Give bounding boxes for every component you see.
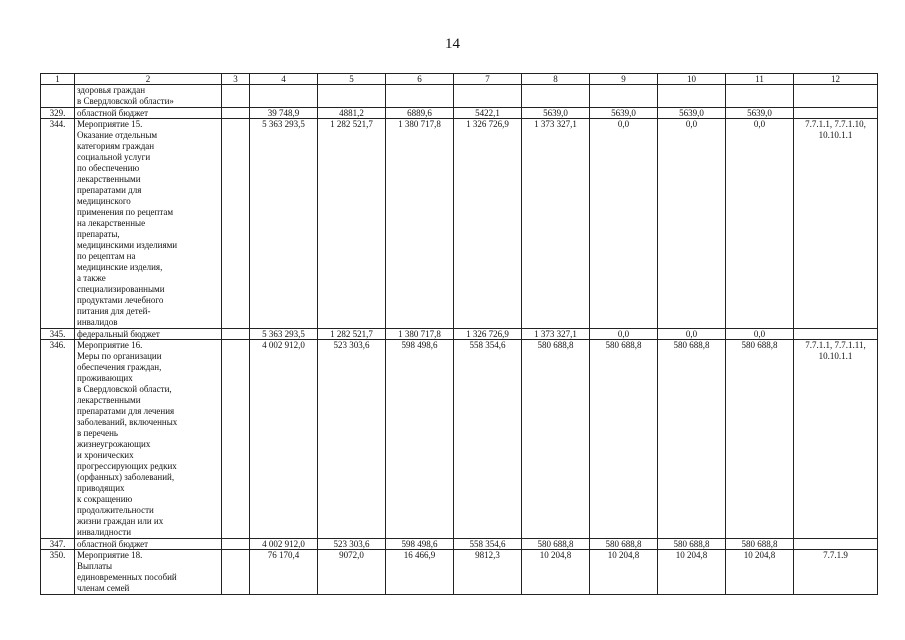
table-cell [522,85,590,108]
table-cell: 5639,0 [658,108,726,119]
column-header: 11 [726,74,794,85]
table-cell: 7.7.1.1, 7.7.1.11, 10.10.1.1 [794,340,878,539]
table-cell: 1 373 327,1 [522,329,590,340]
column-header: 2 [75,74,222,85]
table-cell: 329. [41,108,75,119]
table-cell: Мероприятие 16. Меры по организации обеспечения граждан, проживающих в Свердловской области, лекарственными препаратами для лечения заболеваний, включенных в перечень жизнеугрожающих и хронических прогрессирующих редких (орфанных) заболеваний, приводящих к сокращению продолжительности жизни граждан или их инвалидности [75,340,222,539]
table-row [41,329,878,340]
table-cell: 580 688,8 [590,539,658,550]
table-cell: 10 204,8 [726,550,794,595]
table-cell: 523 303,6 [318,539,386,550]
table-cell: 9072,0 [318,550,386,595]
table-cell: Мероприятие 18. Выплаты единовременных пособий членам семей [75,550,222,595]
table-cell: 0,0 [590,119,658,329]
table-cell: областной бюджет [75,539,222,550]
table-cell: 5639,0 [726,108,794,119]
table-cell: 558 354,6 [454,340,522,539]
page-number: 14 [445,36,460,52]
table-cell: 523 303,6 [318,340,386,539]
table-cell [222,108,250,119]
table-row [41,85,878,108]
table-cell [386,85,454,108]
table-row [41,119,878,329]
table-cell: 4881,2 [318,108,386,119]
table-cell [794,329,878,340]
table-row [41,108,878,119]
table-cell: 7.7.1.9 [794,550,878,595]
column-header: 9 [590,74,658,85]
table-cell [250,85,318,108]
table-cell: 5639,0 [590,108,658,119]
table-cell: 16 466,9 [386,550,454,595]
table-cell [222,340,250,539]
table-cell: 39 748,9 [250,108,318,119]
table-cell: 0,0 [658,329,726,340]
table-cell [222,539,250,550]
table-cell: 5 363 293,5 [250,329,318,340]
table-cell: 580 688,8 [726,340,794,539]
table-cell: 1 282 521,7 [318,329,386,340]
table-cell: 5639,0 [522,108,590,119]
table-cell: Мероприятие 15. Оказание отдельным категориям граждан социальной услуги по обеспечению лекарственными препаратами для медицинского применения по рецептам на лекарственные препараты, медицинскими изделиями по рецептам на медицинские изделия, а также специализированными продуктами лечебного питания для детей- инвалидов [75,119,222,329]
table-cell: 9812,3 [454,550,522,595]
table-cell: 0,0 [658,119,726,329]
table-cell [222,550,250,595]
table-cell [318,85,386,108]
table-cell: 580 688,8 [726,539,794,550]
column-header: 8 [522,74,590,85]
table-cell: федеральный бюджет [75,329,222,340]
table-cell: 7.7.1.1, 7.7.1.10, 10.10.1.1 [794,119,878,329]
table-cell: 1 373 327,1 [522,119,590,329]
table-cell [658,85,726,108]
table-cell: 1 326 726,9 [454,329,522,340]
table-cell: 1 380 717,8 [386,329,454,340]
table-cell [590,85,658,108]
column-header: 4 [250,74,318,85]
column-header: 7 [454,74,522,85]
column-header: 12 [794,74,878,85]
column-number-row [41,74,878,85]
budget-table [40,73,878,595]
table-cell: 1 380 717,8 [386,119,454,329]
column-header: 1 [41,74,75,85]
table-cell: 10 204,8 [590,550,658,595]
table-cell: 1 282 521,7 [318,119,386,329]
table-cell [794,108,878,119]
table-cell [726,85,794,108]
table-cell: 346. [41,340,75,539]
table-cell: 0,0 [590,329,658,340]
table-cell: здоровья граждан в Свердловской области» [75,85,222,108]
table-cell: 1 326 726,9 [454,119,522,329]
table-cell: 580 688,8 [522,539,590,550]
table-cell: 0,0 [726,119,794,329]
column-header: 6 [386,74,454,85]
column-header: 3 [222,74,250,85]
table-cell: 580 688,8 [658,539,726,550]
table-cell: 10 204,8 [658,550,726,595]
table-row [41,550,878,595]
table-cell: 598 498,6 [386,340,454,539]
table-cell: 345. [41,329,75,340]
table-cell: 347. [41,539,75,550]
table-cell: 4 002 912,0 [250,539,318,550]
table-cell [454,85,522,108]
table-cell [41,85,75,108]
table-cell: 580 688,8 [658,340,726,539]
table-cell: 5422,1 [454,108,522,119]
table-cell [222,119,250,329]
table-cell: 580 688,8 [522,340,590,539]
table-cell: 0,0 [726,329,794,340]
table-cell: 580 688,8 [590,340,658,539]
table-cell: 4 002 912,0 [250,340,318,539]
column-header: 5 [318,74,386,85]
table-cell: 350. [41,550,75,595]
table-cell [794,539,878,550]
table-row [41,539,878,550]
table-cell: 558 354,6 [454,539,522,550]
table-cell [222,329,250,340]
table-cell: 6889,6 [386,108,454,119]
table-cell [222,85,250,108]
table-cell: 5 363 293,5 [250,119,318,329]
table-cell: областной бюджет [75,108,222,119]
table-cell: 344. [41,119,75,329]
table-cell: 10 204,8 [522,550,590,595]
table-row [41,340,878,539]
table-cell: 76 170,4 [250,550,318,595]
table-cell: 598 498,6 [386,539,454,550]
column-header: 10 [658,74,726,85]
table-cell [794,85,878,108]
